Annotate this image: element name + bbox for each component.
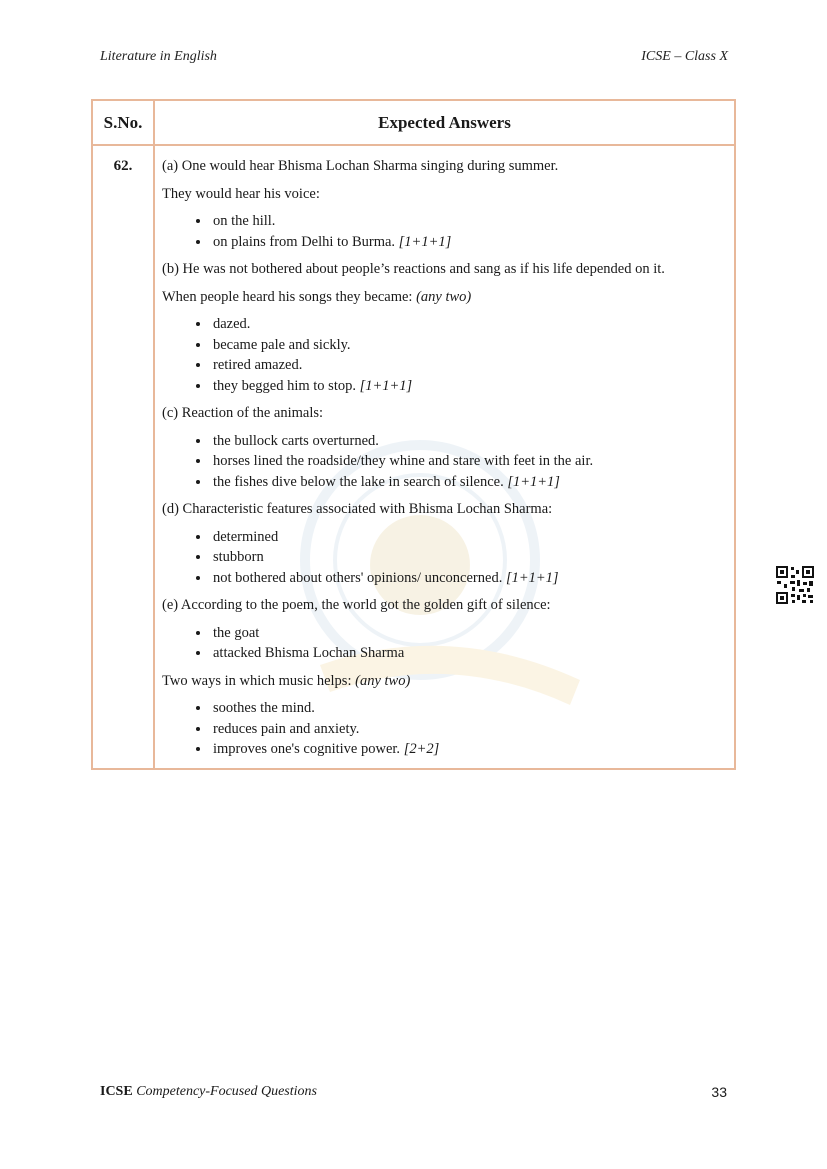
part-b-list xyxy=(162,314,728,396)
list-item: • reduces pain and anxiety. xyxy=(211,719,728,740)
column-header-answers: Expected Answers xyxy=(154,100,735,145)
list-item: • retired amazed. xyxy=(211,355,728,376)
list-item xyxy=(211,568,728,589)
answer-cell xyxy=(154,145,735,769)
footer-subtitle: Competency-Focused Questions xyxy=(136,1084,317,1099)
footer-brand: ICSE xyxy=(100,1084,133,1099)
list-item: • became pale and sickly. xyxy=(211,335,728,356)
marks-label: [1+1+1] xyxy=(398,233,452,250)
part-e-intro: (e) According to the poem, the world got the golden gift of silence: xyxy=(162,597,551,613)
part-b-intro: (b) He was not bothered about people’s reactions and sang as if his life depended on it. xyxy=(162,261,665,277)
list-item: • dazed. xyxy=(211,314,728,335)
list-item-text: improves one's cognitive power. xyxy=(213,741,401,757)
marks-label: [1+1+1] xyxy=(359,377,413,394)
list-item: • horses lined the roadside/they whine and stare with feet in the air. xyxy=(211,451,728,472)
list-item: • the bullock carts overturned. xyxy=(211,431,728,452)
list-item: • attacked Bhisma Lochan Sharma xyxy=(211,643,728,664)
header-subject: Literature in English xyxy=(100,49,217,64)
expected-answers-table xyxy=(91,99,736,770)
part-b-note: (any two) xyxy=(416,288,472,305)
list-item xyxy=(211,376,728,397)
marks-label: [1+1+1] xyxy=(505,569,559,586)
list-item: • soothes the mind. xyxy=(211,698,728,719)
marks-label: [2+2] xyxy=(403,741,440,757)
list-item xyxy=(211,232,728,253)
list-item-text: the fishes dive below the lake in search of silence. xyxy=(213,473,504,490)
marks-label: [1+1+1] xyxy=(507,473,560,490)
part-d-intro: (d) Characteristic features associated with Bhisma Lochan Sharma: xyxy=(162,501,553,517)
list-item-text: they begged him to stop. xyxy=(213,377,356,394)
column-header-sno: S.No. xyxy=(92,100,154,145)
page-number: 33 xyxy=(711,1084,727,1100)
part-c-intro: (c) Reaction of the animals: xyxy=(162,405,324,421)
part-f-list xyxy=(162,698,728,760)
part-f-question-text: Two ways in which music helps: xyxy=(162,672,352,689)
list-item-text: on plains from Delhi to Burma. xyxy=(213,233,396,250)
list-item-text: not bothered about others' opinions/ unconcerned. xyxy=(213,569,503,586)
list-item: • determined xyxy=(211,527,728,548)
part-b-question-text: When people heard his songs they became: xyxy=(162,288,413,305)
list-item: • stubborn xyxy=(211,547,728,568)
part-d-list xyxy=(162,527,728,589)
question-number: 62. xyxy=(92,145,154,769)
list-item xyxy=(211,472,728,493)
qr-code-icon[interactable] xyxy=(775,565,815,605)
part-a-intro: (a) One would hear Bhisma Lochan Sharma singing during summer. xyxy=(162,158,559,174)
part-a-list xyxy=(162,211,728,252)
list-item: • the goat xyxy=(211,623,728,644)
part-a-question: They would hear his voice: xyxy=(162,185,320,202)
part-e-list xyxy=(162,623,728,664)
footer-title xyxy=(100,1084,317,1100)
part-b-question xyxy=(162,287,728,308)
table-header-row xyxy=(92,100,735,145)
table-row xyxy=(92,145,735,769)
part-f-question xyxy=(162,671,728,692)
part-c-list xyxy=(162,431,728,493)
list-item: • on the hill. xyxy=(211,211,728,232)
part-f-note: (any two) xyxy=(355,672,411,689)
list-item xyxy=(211,739,728,760)
header-class: ICSE – Class X xyxy=(641,49,728,64)
